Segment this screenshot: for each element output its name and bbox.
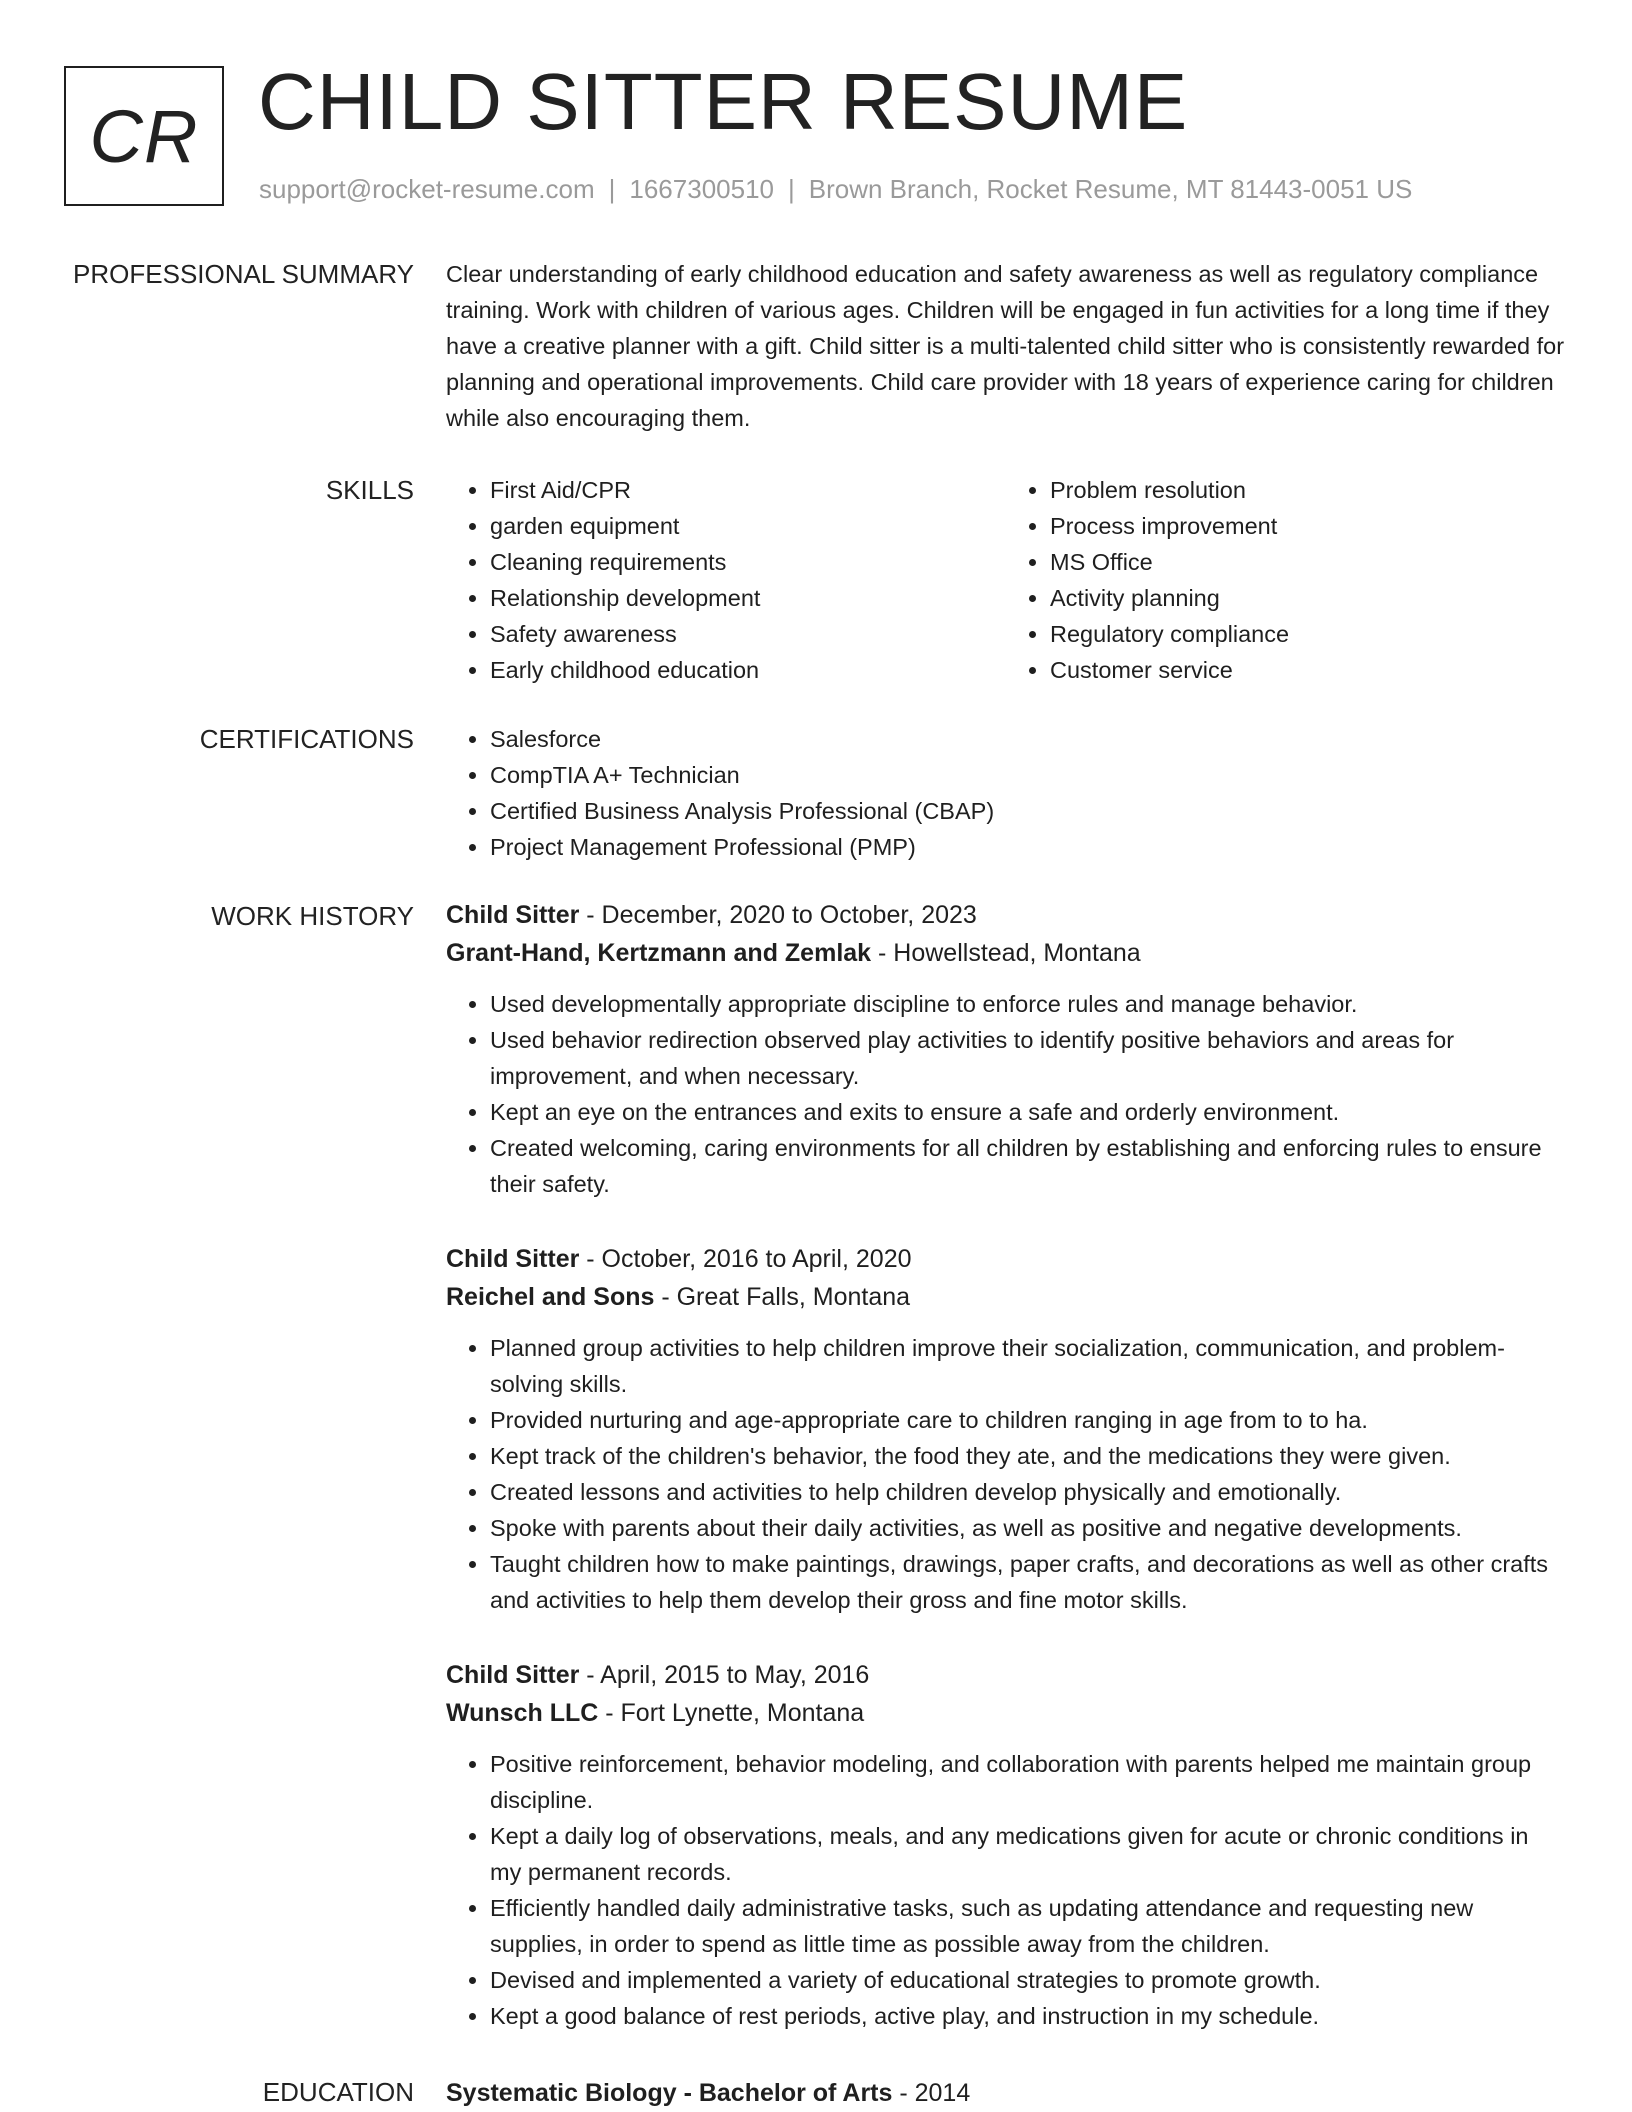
- job-duties: [446, 1330, 1566, 1618]
- skill-item: • Safety awareness: [490, 616, 1006, 652]
- job-dates: - December, 2020 to October, 2023: [579, 901, 977, 929]
- summary-text: Clear understanding of early childhood education and safety awareness as well as regulatory compliance training. Work with children of various ages. Children will be engaged in fun activities for a long time if they have a creative planner with a gift. Child sitter is a multi-talented child sitter who is consistently rewarded for planning and operational improvements. Child care provider with 18 years of experience caring for children while also encouraging them.: [446, 261, 1565, 431]
- skill-item: • Activity planning: [1050, 580, 1566, 616]
- job-dates: - October, 2016 to April, 2020: [579, 1245, 912, 1273]
- duty-item: • Created lessons and activities to help children develop physically and emotionally.: [490, 1474, 1566, 1510]
- duty-item: • Kept track of the children's behavior, the food they ate, and the medications they were given.: [490, 1438, 1566, 1474]
- contact-separator: |: [608, 174, 616, 204]
- monogram-box: [64, 66, 224, 206]
- skill-item: • First Aid/CPR: [490, 472, 1006, 508]
- job-location: - Fort Lynette, Montana: [598, 1699, 865, 1727]
- job-entry: [446, 896, 1566, 1202]
- duty-item: • Efficiently handled daily administrative tasks, such as updating attendance and requesting new supplies, in order to spend as little time as possible away from the children.: [490, 1890, 1566, 1962]
- skill-item: • Relationship development: [490, 580, 1006, 616]
- summary-label: PROFESSIONAL SUMMARY: [73, 259, 414, 289]
- contact-address: Brown Branch, Rocket Resume, MT 81443-0051 US: [808, 174, 1413, 204]
- monogram-initials: CR: [89, 94, 199, 178]
- duty-item: • Devised and implemented a variety of educational strategies to promote growth.: [490, 1962, 1566, 1998]
- skill-item: • garden equipment: [490, 508, 1006, 544]
- duty-item: • Taught children how to make paintings, drawings, paper crafts, and decorations as well as other crafts and activities to help them develop their gross and fine motor skills.: [490, 1546, 1566, 1618]
- contact-separator: |: [788, 174, 795, 204]
- job-duties: [446, 986, 1566, 1202]
- job-dates: - April, 2015 to May, 2016: [579, 1661, 870, 1689]
- duty-item: • Used behavior redirection observed play activities to identify positive behaviors and areas for improvement, and when necessary.: [490, 1022, 1566, 1094]
- certification-item: • Salesforce: [490, 721, 1566, 757]
- job-company-line: [446, 1278, 1566, 1316]
- job-company-line: [446, 1694, 1566, 1732]
- duty-item: • Spoke with parents about their daily activities, as well as positive and negative developments.: [490, 1510, 1566, 1546]
- skill-item: • Problem resolution: [1050, 472, 1566, 508]
- work-history-label: WORK HISTORY: [211, 901, 414, 931]
- contact-email: support@rocket-resume.com: [259, 174, 595, 204]
- job-company-line: [446, 934, 1566, 972]
- skill-item: • Cleaning requirements: [490, 544, 1006, 580]
- skill-item: • MS Office: [1050, 544, 1566, 580]
- duty-item: • Positive reinforcement, behavior modeling, and collaboration with parents helped me maintain group discipline.: [490, 1746, 1566, 1818]
- certification-item: • Project Management Professional (PMP): [490, 829, 1566, 865]
- duty-item: • Used developmentally appropriate discipline to enforce rules and manage behavior.: [490, 986, 1566, 1022]
- duty-item: • Planned group activities to help children improve their socialization, communication, and problem-solving skills.: [490, 1330, 1566, 1402]
- job-company: Grant-Hand, Kertzmann and Zemlak: [446, 939, 872, 967]
- certification-item: • CompTIA A+ Technician: [490, 757, 1566, 793]
- job-location: - Great Falls, Montana: [654, 1283, 911, 1311]
- job-duties: [446, 1746, 1566, 2034]
- job-location: - Howellstead, Montana: [871, 939, 1141, 967]
- duty-item: • Kept a good balance of rest periods, active play, and instruction in my schedule.: [490, 1998, 1566, 2034]
- contact-line: [259, 174, 1412, 205]
- skills-list-left: [446, 472, 1006, 688]
- summary-content: [446, 256, 1566, 436]
- duty-item: • Kept a daily log of observations, meals, and any medications given for acute or chronic conditions in my permanent records.: [490, 1818, 1566, 1890]
- skill-item: • Early childhood education: [490, 652, 1006, 688]
- job-title: Child Sitter: [446, 1245, 580, 1273]
- resume-title: CHILD SITTER RESUME: [258, 57, 1189, 146]
- skill-item: • Regulatory compliance: [1050, 616, 1566, 652]
- duty-item: • Created welcoming, caring environments for all children by establishing and enforcing rules to ensure their safety.: [490, 1130, 1566, 1202]
- job-title-line: [446, 1240, 1566, 1278]
- education-degree: Systematic Biology - Bachelor of Arts: [446, 2079, 893, 2107]
- skills-list-right: [1006, 472, 1566, 688]
- job-company: Wunsch LLC: [446, 1699, 599, 1727]
- job-title-line: [446, 1656, 1566, 1694]
- job-title-line: [446, 896, 1566, 934]
- duty-item: • Provided nurturing and age-appropriate care to children ranging in age from to to ha.: [490, 1402, 1566, 1438]
- contact-phone: 1667300510: [629, 174, 774, 204]
- skill-item: • Customer service: [1050, 652, 1566, 688]
- education-content: [446, 2074, 1566, 2112]
- skills-content: [446, 472, 1566, 688]
- certifications-label: CERTIFICATIONS: [199, 724, 414, 754]
- job-title: Child Sitter: [446, 901, 580, 929]
- skills-label: SKILLS: [325, 475, 414, 505]
- education-label: EDUCATION: [262, 2077, 414, 2107]
- certification-item: • Certified Business Analysis Professional (CBAP): [490, 793, 1566, 829]
- certifications-content: [446, 721, 1566, 865]
- job-entry: [446, 1656, 1566, 2034]
- duty-item: • Kept an eye on the entrances and exits to ensure a safe and orderly environment.: [490, 1094, 1566, 1130]
- skill-item: • Process improvement: [1050, 508, 1566, 544]
- job-entry: [446, 1240, 1566, 1618]
- education-year: - 2014: [892, 2079, 971, 2107]
- job-company: Reichel and Sons: [446, 1283, 655, 1311]
- certifications-list: [446, 721, 1566, 865]
- job-title: Child Sitter: [446, 1661, 580, 1689]
